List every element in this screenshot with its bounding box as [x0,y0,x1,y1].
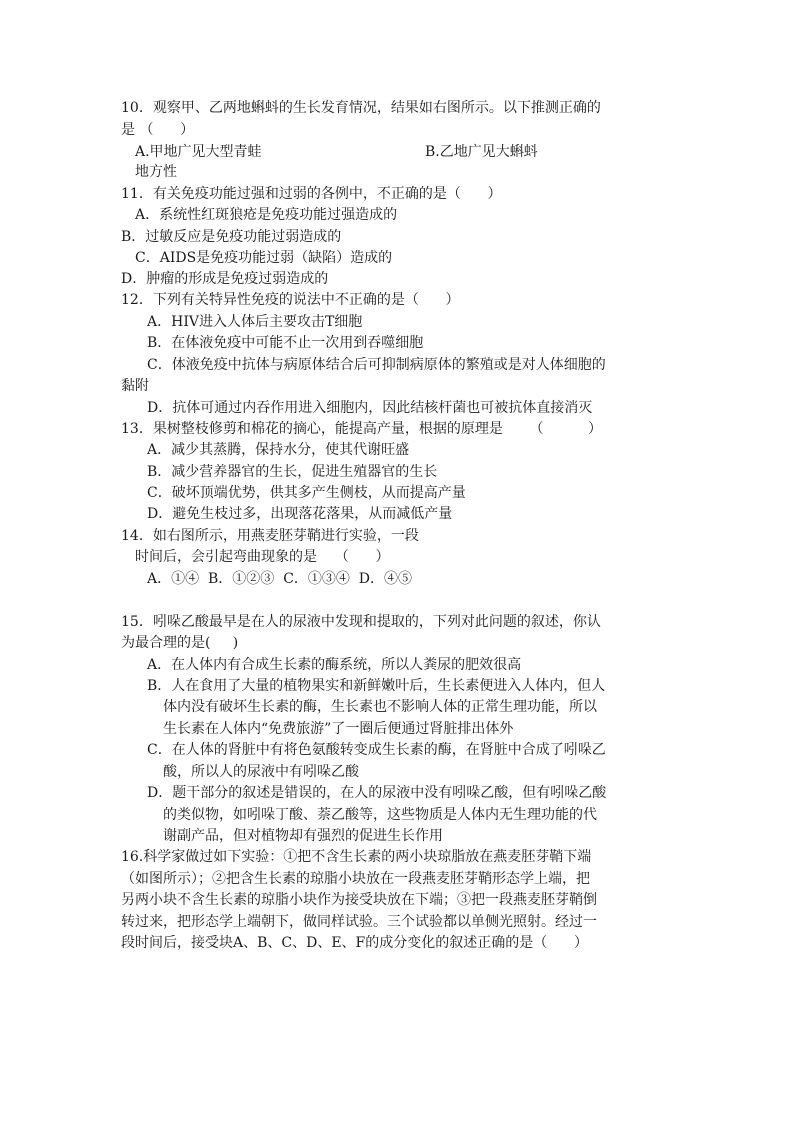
q13-option-a: A．减少其蒸腾，保持水分，使其代谢旺盛 [147,442,410,458]
q10-option-a: A.甲地广见大型青蛙 [135,144,262,160]
q11-option-b: B．过敏反应是免疫功能过弱造成的 [121,229,342,245]
q10-stem-line-2: 是 （ ） [121,122,195,138]
q15-option-b-line-3: 生长素在人体内“免费旅游”了一圈后便通过肾脏排出体外 [163,721,514,737]
q15-option-c-line-1: C．在人体的肾脏中有将色氨酸转变成生长素的酶，在肾脏中合成了吲哚乙 [147,742,606,758]
q10-option-b-continued: 地方性 [135,164,177,180]
q11-option-d: D．肿瘤的形成是免疫过弱造成的 [121,271,329,287]
q12-option-c-line-2: 黏附 [121,378,149,394]
q12-option-a: A．HIV进入人体后主要攻击T细胞 [147,314,363,330]
q15-option-d-line-1: D．题干部分的叙述是错误的，在人的尿液中没有吲哚乙酸，但有吲哚乙酸 [147,785,607,801]
q13-stem: 13．果树整枝修剪和棉花的摘心，能提高产量，根据的原理是 （ ） [121,421,603,437]
q12-option-c-line-1: C．体液免疫中抗体与病原体结合后可抑制病原体的繁殖或是对人体细胞的 [147,357,606,373]
q16-line-3: 另两小块不含生长素的琼脂小块作为接受块放在下端；③把一段燕麦胚芽鞘倒 [121,892,597,908]
q15-option-d-line-2: 的类似物，如吲哚丁酸、萘乙酸等，这些物质是人体内无生理功能的代 [163,807,597,823]
q16-line-2: （如图所示）；②把含生长素的琼脂小块放在一段燕麦胚芽鞘形态学上端，把 [121,871,590,887]
q13-option-b: B．减少营养器官的生长，促进生殖器官的生长 [147,464,438,480]
q16-line-4: 转过来，把形态学上端朝下，做同样试验。三个试验都以单侧光照射。经过一 [121,914,597,930]
q15-option-b-line-2: 体内没有破坏生长素的酶，生长素也不影响人体的正常生理功能，所以 [163,699,597,715]
q11-option-c: C．AIDS是免疫功能过弱（缺陷）造成的 [135,250,393,266]
q16-line-5: 段时间后，接受块A、B、C、D、E、F的成分变化的叙述正确的是（ ） [121,935,588,951]
q11-stem: 11．有关免疫功能过强和过弱的各例中，不正确的是（ ） [121,186,502,202]
q10-option-b: B.乙地广见大蝌蚪 [425,144,538,160]
q16-line-1: 16.科学家做过如下实验：①把不含生长素的两小块琼脂放在燕麦胚芽鞘下端 [121,849,592,865]
q15-option-b-line-1: B．人在食用了大量的植物果实和新鲜嫩叶后，生长素便进入人体内，但人 [147,678,606,694]
q13-option-c: C．破坏顶端优势，供其多产生侧枝，从而提高产量 [147,485,466,501]
q11-option-a: A．系统性红斑狼疮是免疫功能过强造成的 [135,207,398,223]
q13-option-d: D．避免生枝过多，出现落花落果，从而减低产量 [147,506,453,522]
q14-options: A．①④ B．①②③ C．①③④ D．④⑤ [147,571,413,587]
q14-stem-line-2: 时间后，会引起弯曲现象的是 （ ） [135,549,390,565]
q15-stem-line-2: 为最合理的是( ) [121,635,239,651]
q12-option-b: B．在体液免疫中可能不止一次用到吞噬细胞 [147,335,424,351]
q15-option-c-line-2: 酸，所以人的尿液中有吲哚乙酸 [163,764,359,780]
q12-stem: 12．下列有关特异性免疫的说法中不正确的是（ ） [121,292,460,308]
q12-option-d: D．抗体可通过内吞作用进入细胞内，因此结核杆菌也可被抗体直接消灭 [147,400,593,416]
q10-stem-line-1: 10．观察甲、乙两地蝌蚪的生长发育情况，结果如右图所示。以下推测正确的 [121,100,601,116]
q15-option-d-line-3: 谢副产品，但对植物却有强烈的促进生长作用 [163,828,443,844]
q15-option-a: A．在人体内有合成生长素的酶系统，所以人粪尿的肥效很高 [147,657,522,673]
q14-stem-line-1: 14．如右图所示，用燕麦胚芽鞘进行实验，一段 [121,528,419,544]
q15-stem-line-1: 15．吲哚乙酸最早是在人的尿液中发现和提取的，下列对此问题的叙述，你认 [121,614,601,630]
